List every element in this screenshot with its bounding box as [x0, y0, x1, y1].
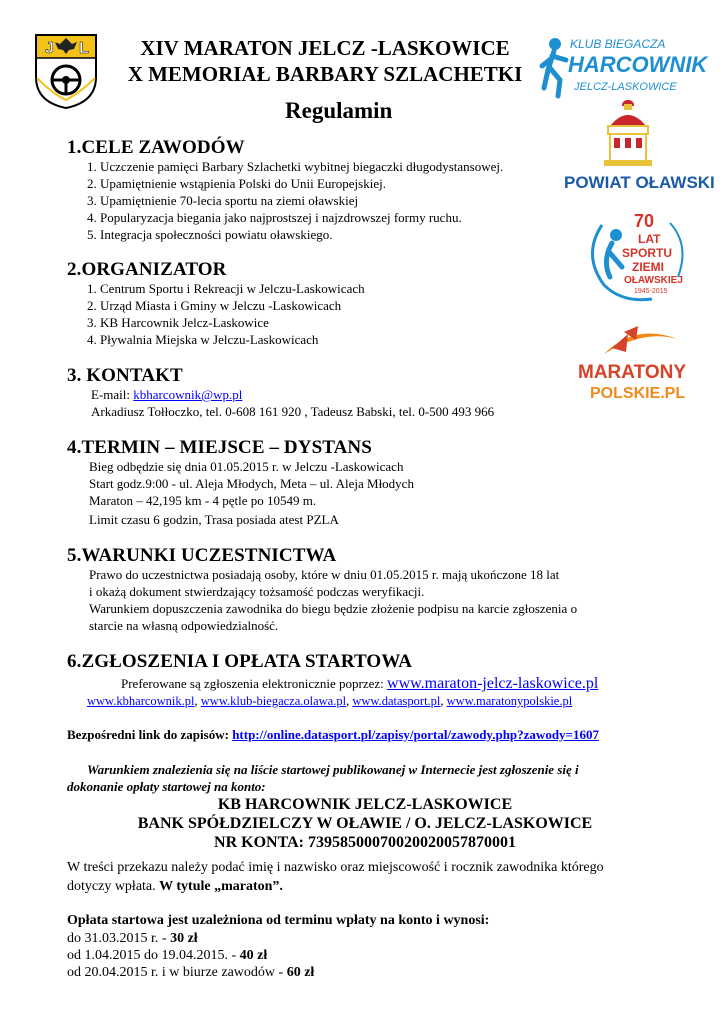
fee-row: od 20.04.2015 r. i w biurze zawodów - 60 zł [67, 965, 315, 980]
section-heading-zgloszenia: 6.ZGŁOSZENIA I OPŁATA STARTOWA [67, 651, 413, 672]
svg-text:1945-2015: 1945-2015 [634, 288, 668, 295]
email-label: E-mail: [91, 387, 134, 402]
svg-text:HARCOWNIK: HARCOWNIK [568, 52, 708, 77]
fee-amount: 40 zł [239, 948, 268, 963]
section-heading-cele: 1.CELE ZAWODÓW [67, 137, 245, 158]
fee-row: od 1.04.2015 do 19.04.2015. - 40 zł [67, 948, 268, 963]
svg-text:POLSKIE.PL: POLSKIE.PL [590, 385, 686, 402]
fee-amount: 60 zł [286, 965, 315, 980]
bank-account-number: NR KONTA: 73958500070020020057870001 [214, 834, 516, 851]
title-line-2: X MEMORIAŁ BARBARY SZLACHETKI [127, 62, 523, 86]
section-heading-organizator: 2.ORGANIZATOR [67, 259, 227, 280]
list-item: 4. Pływalnia Miejska w Jelczu-Laskowicach [87, 332, 319, 347]
termin-line: Limit czasu 6 godzin, Trasa posiada atest PZLA [89, 512, 339, 527]
svg-text:LAT: LAT [638, 232, 661, 246]
transfer-instructions-1: W treści przekazu należy podać imię i nazwisko oraz miejscowość i rocznik zawodnika którego [67, 860, 604, 875]
list-item: 5. Integracja społeczności powiatu oławskiego. [87, 227, 333, 242]
warunki-line: starcie na własną odpowiedzialność. [89, 618, 279, 633]
list-item: 2. Upamiętnienie wstąpienia Polski do Unii Europejskiej. [87, 176, 386, 191]
contact-persons: Arkadiusz Tołłoczko, tel. 0-608 161 920 , Tadeusz Babski, tel. 0-500 493 966 [91, 404, 495, 419]
svg-text:70: 70 [634, 211, 655, 231]
transfer-title: W tytule „maraton”. [159, 879, 283, 894]
svg-text:JELCZ-LASKOWICE: JELCZ-LASKOWICE [574, 81, 677, 93]
email-link[interactable]: kbharcownik@wp.pl [133, 387, 243, 402]
warunki-line: i okażą dokument stwierdzający tożsamość podczas weryfikacji. [89, 584, 425, 599]
direct-link-line [67, 727, 599, 743]
termin-line: Maraton – 42,195 km - 4 pętle po 10549 m. [89, 493, 317, 508]
page-subtitle: Regulamin [285, 98, 393, 123]
list-item: 4. Popularyzacja biegania jako najprostszej i najzdrowszej formy ruchu. [87, 210, 462, 225]
direct-link-label: Bezpośredni link do zapisów: [67, 727, 233, 742]
maratony-polskie-logo [576, 318, 696, 406]
svg-text:OŁAWSKIEJ: OŁAWSKIEJ [624, 275, 683, 286]
section-heading-kontakt: 3. KONTAKT [67, 365, 183, 386]
registration-links: www.kbharcownik.pl, www.klub-biegacza.olawa.pl, www.datasport.pl, www.maratonypolskie.pl [87, 694, 573, 708]
warunki-line: Warunkiem dopuszczenia zawodnika do biegu będzie złożenie podpisu na karcie zgłoszenia o [89, 601, 578, 616]
warning-line-2: dokonanie opłaty startowej na konto: [67, 779, 266, 794]
termin-line: Bieg odbędzie się dnia 01.05.2015 r. w Jelczu -Laskowicach [89, 459, 404, 474]
svg-text:L: L [79, 40, 89, 57]
main-registration-link[interactable]: www.maraton-jelcz-laskowice.pl [387, 675, 599, 692]
link-kbharcownik[interactable]: www.kbharcownik.pl [87, 694, 195, 708]
bank-name: BANK SPÓŁDZIELCZY W OŁAWIE / O. JELCZ-LASKOWICE [137, 815, 593, 832]
list-item: 3. KB Harcownik Jelcz-Laskowice [87, 315, 269, 330]
svg-text:KLUB BIEGACZA: KLUB BIEGACZA [570, 37, 666, 51]
club-harcownik-logo [540, 30, 708, 102]
link-maratonypolskie[interactable]: www.maratonypolskie.pl [446, 694, 573, 708]
list-item: 1. Centrum Sportu i Rekreacji w Jelczu-Laskowicach [87, 281, 365, 296]
warunki-line: Prawo do uczestnictwa posiadają osoby, które w dniu 01.05.2015 r. mają ukończone 18 lat [89, 567, 560, 582]
section-heading-warunki: 5.WARUNKI UCZESTNICTWA [67, 545, 337, 566]
bank-account-name: KB HARCOWNIK JELCZ-LASKOWICE [217, 796, 513, 813]
registration-intro [121, 675, 598, 693]
fee-heading: Opłata startowa jest uzależniona od terminu wpłaty na konto i wynosi: [67, 913, 490, 928]
jelcz-laskowice-crest [33, 32, 99, 110]
fee-amount: 30 zł [170, 931, 198, 946]
section-heading-termin: 4.TERMIN – MIEJSCE – DYSTANS [67, 437, 372, 458]
direct-registration-link[interactable]: http://online.datasport.pl/zapisy/portal/zawody.php?zawody=1607 [232, 727, 599, 742]
email-line [91, 387, 242, 403]
transfer-instructions-2: dotyczy wpłata. W tytule „maraton”. [67, 879, 283, 894]
svg-text:POWIAT OŁAWSKI: POWIAT OŁAWSKI [564, 173, 715, 192]
link-klub-biegacza[interactable]: www.klub-biegacza.olawa.pl [200, 694, 347, 708]
svg-text:SPORTU: SPORTU [622, 246, 673, 260]
registration-intro-text: Preferowane są zgłoszenia elektronicznie poprzez: [121, 676, 388, 691]
list-item: 1. Uczczenie pamięci Barbary Szlachetki wybitnej biegaczki długodystansowej. [87, 159, 504, 174]
70-lat-sportu-logo [582, 205, 692, 305]
svg-text:ZIEMI: ZIEMI [632, 260, 664, 274]
list-item: 2. Urząd Miasta i Gminy w Jelczu -Laskowicach [87, 298, 342, 313]
title-line-1: XIV MARATON JELCZ -LASKOWICE [140, 36, 510, 60]
fee-row: do 31.03.2015 r. - 30 zł [67, 931, 198, 946]
powiat-olawski-logo [562, 98, 715, 198]
link-datasport[interactable]: www.datasport.pl [352, 694, 441, 708]
svg-text:J: J [45, 40, 54, 57]
warning-line-1: Warunkiem znalezienia się na liście startowej publikowanej w Internecie jest zgłoszenie się i [87, 762, 579, 777]
list-item: 3. Upamiętnienie 70-lecia sportu na ziemi oławskiej [87, 193, 359, 208]
termin-line: Start godz.9:00 - ul. Aleja Młodych, Meta – ul. Aleja Młodych [89, 476, 414, 491]
svg-text:MARATONY: MARATONY [578, 362, 687, 383]
